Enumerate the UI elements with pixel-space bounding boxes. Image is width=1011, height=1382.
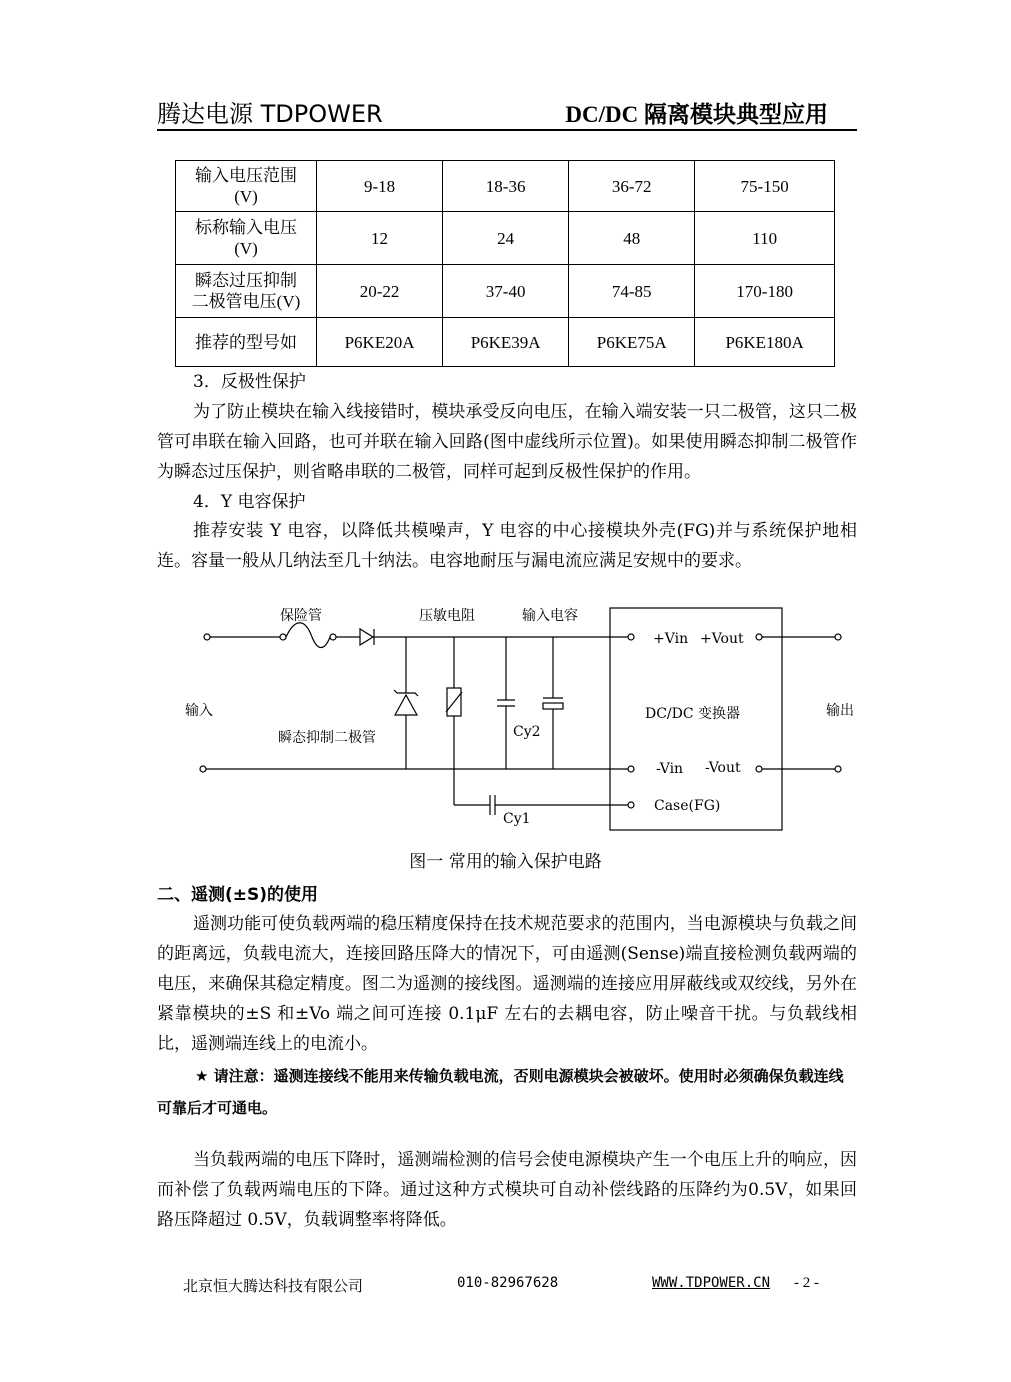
- table-cell: 75-150: [695, 161, 835, 212]
- table-cell: 36-72: [569, 161, 695, 212]
- table-cell: 20-22: [317, 265, 443, 318]
- input-label: 输入: [185, 703, 213, 719]
- cy1-label: Cy1: [503, 811, 531, 827]
- table-cell: 110: [695, 212, 835, 265]
- figure-caption: 图一 常用的输入保护电路: [409, 852, 602, 872]
- section-two-body2: 当负载两端的电压下降时，遥测端检测的信号会使电源模块产生一个电压上升的响应，因而补偿了负载两端电压的下降。通过这种方式模块可自动补偿线路的压降约为0.5V，如果回路压降超过 0.5V，负载调整率将降低。: [157, 1150, 857, 1230]
- output-label: 输出: [826, 703, 854, 719]
- case-label: Case(FG): [654, 798, 721, 814]
- footer-website-link[interactable]: WWW.TDPOWER.CN: [652, 1275, 771, 1291]
- section3-body: 为了防止模块在输入线接错时，模块承受反向电压，在输入端安装一只二极管，这只二极管可串联在输入回路，也可并联在输入回路(图中虚线所示位置)。如果使用瞬态抑制二极管作为瞬态过压保护，则省略串联的二极管，同样可起到反极性保护的作用。: [157, 402, 857, 482]
- table-cell: 74-85: [569, 265, 695, 318]
- section3-heading: 3．反极性保护: [193, 372, 306, 392]
- table-cell: 18-36: [443, 161, 569, 212]
- spec-table: [175, 160, 835, 367]
- table-cell: P6KE180A: [695, 318, 835, 367]
- table-cell: P6KE39A: [443, 318, 569, 367]
- page-number: - 2 -: [794, 1275, 819, 1291]
- input-plus-terminal: [204, 634, 210, 640]
- converter-label: DC/DC 变换器: [645, 706, 741, 722]
- cy2-label: Cy2: [513, 724, 541, 740]
- input-minus-terminal: [200, 766, 206, 772]
- table-cell: 170-180: [695, 265, 835, 318]
- tvs-label: 瞬态抑制二极管: [278, 730, 376, 746]
- varistor-label: 压敏电阻: [419, 608, 475, 624]
- series-diode: [360, 629, 373, 645]
- header-title: DC/DC 隔离模块典型应用: [565, 102, 828, 127]
- tvs-diode: [395, 695, 417, 715]
- table-row: [176, 318, 835, 367]
- row-label: 输入电压范围 (V): [176, 161, 317, 212]
- fuse-symbol: [286, 623, 330, 648]
- row-label: 瞬态过压抑制 二极管电压(V): [176, 265, 317, 318]
- section4-body: 推荐安装 Y 电容，以降低共模噪声，Y 电容的中心接模块外壳(FG)并与系统保护地相连。容量一般从几纳法至几十纳法。电容地耐压与漏电流应满足安规中的要求。: [157, 521, 857, 571]
- header-company: 腾达电源 TDPOWER: [157, 100, 383, 128]
- warning-note: ★ 请注意：遥测连接线不能用来传输负载电流，否则电源模块会被破坏。使用时必须确保负载连线可靠后才可通电。: [157, 1067, 844, 1117]
- table-cell: P6KE75A: [569, 318, 695, 367]
- vin-minus-label: -Vin: [656, 761, 684, 777]
- output-minus-terminal: [835, 766, 841, 772]
- table-row: [176, 212, 835, 265]
- table-cell: P6KE20A: [317, 318, 443, 367]
- table-cell: 12: [317, 212, 443, 265]
- section4-heading: 4．Y 电容保护: [193, 492, 306, 512]
- vout-plus-label: +Vout: [700, 631, 744, 647]
- header-rule: [157, 129, 857, 131]
- table-row: [176, 161, 835, 212]
- table-cell: 37-40: [443, 265, 569, 318]
- input-cap-label: 输入电容: [522, 608, 578, 624]
- footer-company: 北京恒大腾达科技有限公司: [183, 1277, 364, 1295]
- row-label: 推荐的型号如: [176, 318, 317, 367]
- input-protection-circuit: [180, 600, 860, 840]
- fuse-label: 保险管: [280, 608, 322, 624]
- section-two-heading: 二、遥测(±S)的使用: [157, 885, 319, 905]
- output-plus-terminal: [835, 634, 841, 640]
- footer-phone: 010-82967628: [457, 1275, 559, 1291]
- section-two-body: 遥测功能可使负载两端的稳压精度保持在技术规范要求的范围内，当电源模块与负载之间的距离远，负载电流大，连接回路压降大的情况下，可由遥测(Sense)端直接检测负载两端的电压，来确保其稳定精度。图二为遥测的接线图。遥测端的连接应用屏蔽线或双绞线，另外在紧靠模块的±S 和±Vo 端之间可连接 0.1μF 左右的去耦电容，防止噪音干扰。与负载线相比，遥测端连线上的电流小。: [157, 914, 857, 1054]
- vin-plus-label: +Vin: [653, 631, 689, 647]
- table-cell: 48: [569, 212, 695, 265]
- row-label: 标称输入电压 (V): [176, 212, 317, 265]
- table-cell: 9-18: [317, 161, 443, 212]
- table-row: [176, 265, 835, 318]
- vout-minus-label: -Vout: [705, 760, 741, 776]
- table-cell: 24: [443, 212, 569, 265]
